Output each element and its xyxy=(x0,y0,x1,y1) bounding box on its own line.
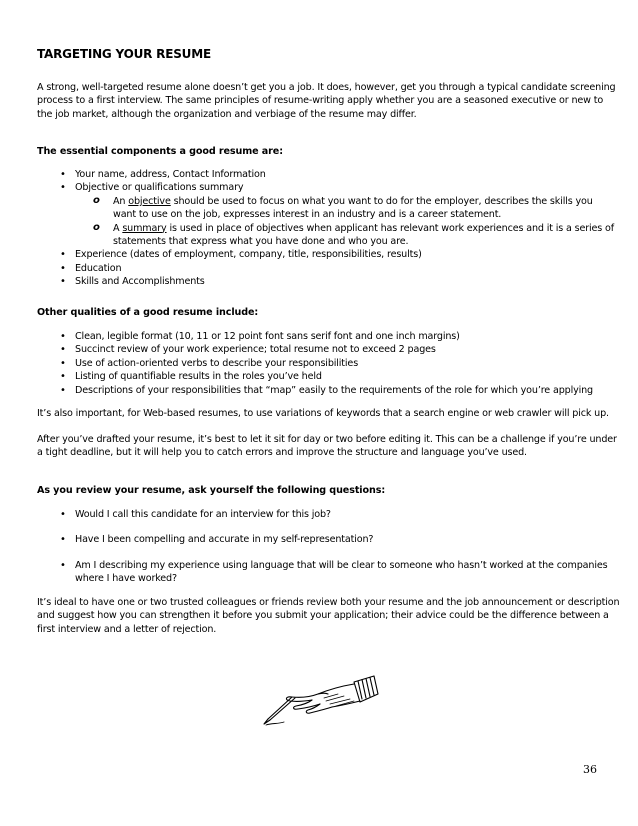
text-fragment: is used in place of objectives when applicant has relevant work experiences and it is a series of statements that express what you have done and who you are. xyxy=(113,222,615,248)
list-item xyxy=(0,508,620,521)
list-item-text: Have I been compelling and accurate in my self-representation? xyxy=(75,534,374,546)
list-item xyxy=(0,533,620,546)
summary-term: summary xyxy=(122,222,167,234)
list-item-text: Descriptions of your responsibilities that “map” easily to the requirements of the role for which you’re applying xyxy=(75,384,593,396)
components-sublist xyxy=(75,195,620,249)
writing-hand-illustration xyxy=(262,672,380,728)
text-fragment: should be used to focus on what you want to do for the employer, describes the skills you want to use on the job, expresses interest in an industry and is a career statement. xyxy=(113,195,593,221)
list-item xyxy=(0,275,620,288)
sublist-item-summary xyxy=(113,222,618,249)
objective-term: objective xyxy=(128,195,171,207)
list-item xyxy=(0,343,620,356)
text-fragment: An xyxy=(113,195,129,207)
list-item-text: Succinct review of your work experience; total resume not to exceed 2 pages xyxy=(75,344,436,356)
components-heading: The essential components a good resume are: xyxy=(37,146,283,157)
components-list xyxy=(0,168,620,289)
page-title: TARGETING YOUR RESUME xyxy=(37,47,211,61)
list-item xyxy=(0,262,620,275)
list-item-text: Am I describing my experience using language that will be clear to someone who hasn’t worked at the companies where I have worked? xyxy=(75,559,608,585)
list-item xyxy=(0,384,620,397)
list-item-text: Clean, legible format (10, 11 or 12 point font sans serif font and one inch margins) xyxy=(75,331,460,342)
list-item xyxy=(0,330,620,343)
list-item xyxy=(0,168,620,181)
list-item-text: Use of action-oriented verbs to describe your responsibilities xyxy=(75,357,359,369)
list-item-text: Experience (dates of employment, company, title, responsibilities, results) xyxy=(75,249,422,261)
intro-paragraph: A strong, well-targeted resume alone doesn’t get you a job. It does, however, get you through a typical candidate screening process to a first interview. The same principles of resume-writing apply whether you are a seasoned executive or new to the job market, although the organization and verbiage of the resume may differ. xyxy=(37,82,616,120)
page-number: 36 xyxy=(583,763,597,776)
questions-list xyxy=(0,508,620,598)
list-item-text: Listing of quantifiable results in the roles you’ve held xyxy=(75,371,322,383)
list-item-text: Your name, address, Contact Information xyxy=(75,169,266,180)
text-fragment: A xyxy=(113,222,123,234)
questions-heading: As you review your resume, ask yourself the following questions: xyxy=(37,485,386,496)
drafted-paragraph: After you’ve drafted your resume, it’s best to let it sit for day or two before editing it. This can be a challenge if you’re under a tight deadline, but it will help you to catch errors and improve the structure and language you’ve used. xyxy=(37,434,617,459)
list-item xyxy=(0,181,620,248)
list-item xyxy=(0,370,620,383)
list-item xyxy=(0,357,620,370)
review-paragraph: It’s ideal to have one or two trusted colleagues or friends review both your resume and the job announcement or description and suggest how you can strengthen it before you submit your application; their advice could be the difference between a first interview and a letter of rejection. xyxy=(37,597,620,635)
list-item-text: Education xyxy=(75,262,122,274)
list-item-text: Skills and Accomplishments xyxy=(75,276,205,288)
list-item xyxy=(0,559,620,586)
keywords-paragraph: It’s also important, for Web-based resumes, to use variations of keywords that a search engine or web crawler will pick up. xyxy=(37,408,609,419)
list-item-text: Objective or qualifications summary xyxy=(75,182,244,194)
sublist-item-objective xyxy=(113,195,618,222)
list-item xyxy=(0,248,620,261)
qualities-list xyxy=(0,330,620,397)
qualities-heading: Other qualities of a good resume include: xyxy=(37,307,259,318)
list-item-text: Would I call this candidate for an interview for this job? xyxy=(75,509,331,520)
